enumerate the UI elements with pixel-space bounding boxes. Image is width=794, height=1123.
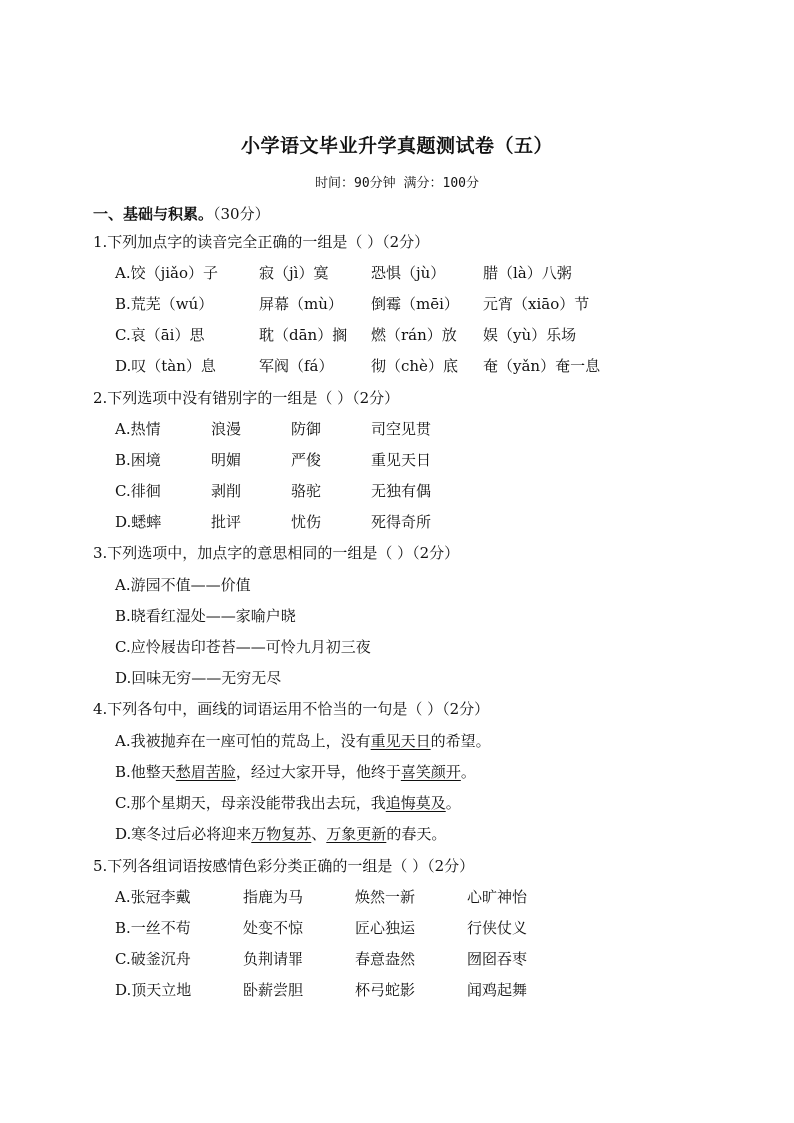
question-1-stem: 1.下列加点字的读音完全正确的一组是（ ）（2分） [93,233,430,251]
option-text: C.那个星期天，母亲没能带我出去玩，我 [115,794,386,812]
option-cell: 明媚 [211,451,242,469]
option-cell: 防御 [291,420,322,438]
question-4-option-b [115,761,476,783]
question-4-option-c [115,792,461,814]
underlined-phrase: 追悔莫及 [385,794,446,812]
question-3-option-c: C.应怜屐齿印苍苔——可怜九月初三夜 [115,638,371,656]
option-cell: C.哀（āi）思 [115,326,205,344]
option-text: 。 [460,763,476,781]
option-cell: 燃（rán）放 [371,326,457,344]
option-cell: A.热情 [115,420,161,438]
option-cell: D.顶天立地 [115,981,192,999]
option-cell: 屏幕（mù） [259,295,343,313]
question-3-option-b: B.晓看红湿处——家喻户晓 [115,607,296,625]
option-cell: 焕然一新 [355,888,416,906]
option-cell: 骆驼 [291,482,322,500]
option-cell: 倒霉（mēi） [371,295,459,313]
option-text: 的春天。 [386,825,447,843]
option-cell: 军阀（fá） [259,357,334,375]
option-text: 、 [311,825,327,843]
option-cell: 匠心独运 [355,919,416,937]
option-cell: 严俊 [291,451,322,469]
option-cell: 重见天日 [371,451,432,469]
option-cell: 无独有偶 [371,482,432,500]
option-text: 的希望。 [430,732,491,750]
option-cell: 闻鸡起舞 [467,981,528,999]
option-cell: C.破釜沉舟 [115,950,191,968]
exam-info: 时间：90分钟 满分：100分 [315,176,479,191]
underlined-phrase: 万物复苏 [251,825,312,843]
question-5-stem: 5.下列各组词语按感情色彩分类正确的一组是（ ）（2分） [93,857,475,875]
section-score: （30分） [213,205,270,223]
option-cell: 处变不惊 [243,919,304,937]
option-cell: A.饺（jiǎo）子 [115,264,219,282]
option-cell: 奄（yǎn）奄一息 [483,357,601,375]
option-cell: 负荆请罪 [243,950,304,968]
option-cell: 批评 [211,513,242,531]
option-text: ，经过大家开导，他终于 [235,763,401,781]
option-cell: 彻（chè）底 [371,357,458,375]
section-heading [93,203,270,224]
option-cell: 恐惧（jù） [371,264,446,282]
option-cell: C.徘徊 [115,482,161,500]
option-cell: 腊（là）八粥 [483,264,572,282]
option-cell: 死得奇所 [371,513,432,531]
option-cell: 元宵（xiāo）节 [483,295,590,313]
question-3-option-a: A.游园不值——价值 [115,576,251,594]
question-4-stem: 4.下列各句中，画线的词语运用不恰当的一句是（ ）（2分） [93,700,490,718]
option-cell: 行侠仗义 [467,919,528,937]
option-cell: 卧薪尝胆 [243,981,304,999]
underlined-phrase: 愁眉苦脸 [175,763,236,781]
option-cell: 耽（dān）搁 [259,326,348,344]
option-text: B.他整天 [115,763,176,781]
option-cell: 司空见贯 [371,420,432,438]
underlined-phrase: 重见天日 [370,732,431,750]
option-cell: D.蟋蟀 [115,513,162,531]
option-cell: 心旷神怡 [467,888,528,906]
option-cell: B.一丝不苟 [115,919,191,937]
option-cell: 春意盎然 [355,950,416,968]
option-cell: 娱（yù）乐场 [483,326,577,344]
question-4-option-a [115,730,491,752]
option-cell: 寂（jì）寞 [259,264,329,282]
option-text: A.我被抛弃在一座可怕的荒岛上，没有 [115,732,371,750]
option-text: D.寒冬过后必将迎来 [115,825,252,843]
question-3-option-d: D.回味无穷——无穷无尽 [115,669,282,687]
question-3-stem: 3.下列选项中，加点字的意思相同的一组是（ ）（2分） [93,544,460,562]
option-cell: 杯弓蛇影 [355,981,416,999]
question-2-stem: 2.下列选项中没有错别字的一组是（ ）（2分） [93,389,400,407]
option-cell: B.困境 [115,451,161,469]
section-heading-text: 一、基础与积累。 [93,205,214,223]
option-cell: 忧伤 [291,513,322,531]
option-cell: 指鹿为马 [243,888,304,906]
option-cell: 浪漫 [211,420,242,438]
question-4-option-d [115,823,446,845]
option-text: 。 [445,794,461,812]
page-title: 小学语文毕业升学真题测试卷（五） [240,135,553,157]
option-cell: B.荒芜（wú） [115,295,214,313]
option-cell: 囫囵吞枣 [467,950,528,968]
underlined-phrase: 喜笑颜开 [400,763,461,781]
underlined-phrase: 万象更新 [326,825,387,843]
option-cell: 剥削 [211,482,242,500]
option-cell: D.叹（tàn）息 [115,357,216,375]
option-cell: A.张冠李戴 [115,888,191,906]
